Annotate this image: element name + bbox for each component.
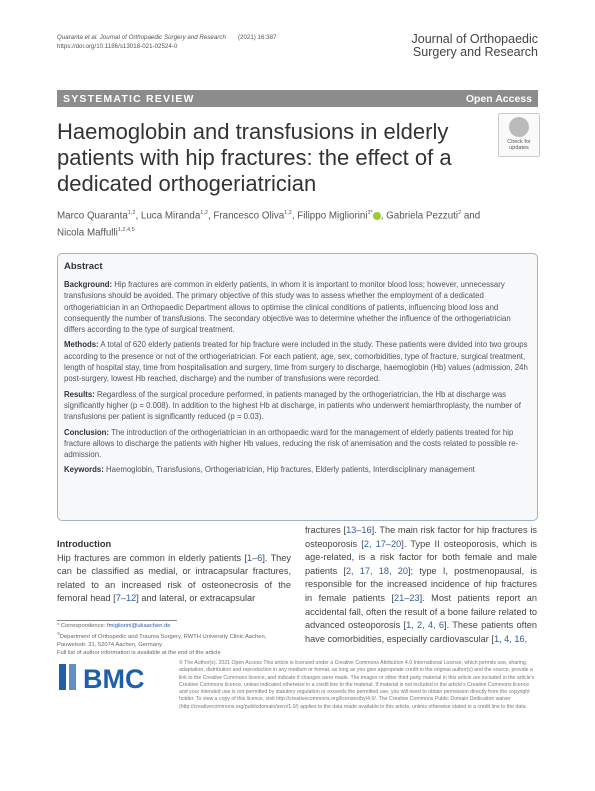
correspondence-email[interactable]: fmigliorini@ukaachen.de — [106, 623, 171, 629]
keywords-text: Haemoglobin, Transfusions, Orthogeriatrician, Hip fractures, Elderly patients, Interdisciplinary management — [106, 465, 475, 475]
results-label: Results: — [64, 389, 95, 399]
reference-link[interactable]: 20 — [391, 538, 402, 549]
reference-link[interactable]: 7 — [115, 593, 121, 604]
abstract-methods — [64, 339, 529, 384]
reference-link[interactable]: 21 — [393, 592, 405, 603]
conclusion-text: The introduction of the orthogeriatrician in an orthopaedic ward for the management of elderly patients treated for hip fracture allows to discharge the patients with higher Hb values, reducing the risk of anemisation and the costs related to possible re-admission. — [64, 427, 519, 460]
results-text: Regardless of the surgical procedure performed, in patients managed by the orthogeriatrician, the Hb at discharge was significantly higher (p = 0.008). In addition to the highest Hb at discharge, in patients who underwent hemiarthroplasty, the number of transfusions per patient is significantly reduced (p = 0.03). — [64, 389, 521, 422]
reference-link[interactable]: 2, 17 — [363, 538, 386, 549]
intro-paragraph-1: Hip fractures are common in elderly patients [1–6]. They can be classified as medial, or intracapsular fractures, related to an increased risk of osteonecrosis of the femoral head [7–12] and lateral, or extracapsular — [57, 552, 291, 604]
abstract-heading: Abstract — [64, 261, 103, 272]
abstract-background — [64, 279, 529, 335]
intro-paragraph-2: fractures [13–16]. The main risk factor for hip fractures is osteoporosis [2, 17–20]. Type II osteoporosis, which is age-related, is a risk factor for both female and male patients [2, 17, 18, 20]; type I, postmenopausal, is responsible for the increased incidence of hip fractures in female patients [21–23]. Most patients report an accidental fall, often the result of a bone failure related to advanced osteoporosis [1, 2, 4, 6]. These patients often have comorbidities, especially cardiovascular [1, 4, 16, — [305, 525, 537, 644]
journal-name-line2: Surgery and Research — [412, 45, 538, 59]
abstract-conclusion — [64, 427, 529, 461]
article-type-banner — [57, 90, 538, 107]
author-name: Luca Miranda — [140, 210, 201, 222]
license-text: © The Author(s). 2021 Open Access This article is licensed under a Creative Commons Attribution 4.0 International License, which permits use, sharing, adaptation, distribution and reproduction in any medium or format, as long as you give appropriate credit to the original author(s) and the source, provide a link to the Creative Commons licence, and indicate if changes were made. The images or other third party material in this article are included in the article's Creative Commons licence, unless indicated otherwise in a credit line to the material. If material is not included in the article's Creative Commons licence and your intended use is not permitted by statutory regulation or exceeds the permitted use, you will need to obtain permission directly from the copyright holder. To view a copy of this licence, visit http://creativecommons.org/licenses/by/4.0/. The Creative Commons Public Domain Dedication waiver (http://creativecommons.org/publicdomain/zero/1.0/) applies to the data made available in this article, unless otherwise stated in a credit line to the data. — [179, 660, 535, 710]
author-name: Francesco Oliva — [213, 210, 285, 222]
check-for-updates-icon — [509, 117, 529, 137]
author-name: Marco Quaranta — [57, 210, 128, 222]
bmc-logo-text: BMC — [83, 664, 145, 694]
author-affiliation: 1,2 — [284, 210, 292, 216]
abstract-results — [64, 389, 529, 423]
citation-journal: Journal of Orthopaedic Surgery and Research — [99, 34, 226, 41]
article-title: Haemoglobin and transfusions in elderly patients with hip fractures: the effect of a dedicated orthogeriatrician — [57, 119, 452, 196]
author-name: Nicola Maffulli — [57, 227, 118, 239]
citation-header — [57, 33, 276, 51]
reference-link[interactable]: 1, 2, 4, 6 — [406, 620, 445, 631]
abstract-body — [64, 279, 529, 480]
author-and: and — [463, 210, 481, 222]
check-for-updates-badge[interactable] — [498, 113, 540, 157]
author-affiliation: 1,2 — [200, 210, 208, 216]
reference-link[interactable]: 12 — [125, 593, 137, 604]
orcid-icon[interactable] — [373, 212, 381, 220]
check-for-updates-line2: updates — [509, 145, 529, 151]
background-label: Background: — [64, 280, 113, 289]
reference-link[interactable]: 16 — [361, 525, 372, 535]
doi-link[interactable]: https://doi.org/10.1186/s13018-021-02524-0 — [57, 43, 178, 50]
citation-authors: Quaranta et al. — [57, 34, 98, 41]
correspondence-label: * Correspondence: — [57, 623, 106, 629]
reference-link[interactable]: 1 — [246, 552, 253, 563]
journal-name — [412, 33, 538, 59]
methods-label: Methods: — [64, 340, 99, 350]
citation-year-volume: (2021) 16:387 — [237, 34, 277, 41]
author-name: Filippo Migliorini — [297, 210, 368, 222]
footnote — [57, 622, 289, 658]
keywords-label: Keywords: — [64, 465, 104, 475]
bmc-logo-bar — [59, 664, 66, 690]
open-access-label: Open Access — [465, 93, 532, 105]
conclusion-label: Conclusion: — [64, 427, 110, 437]
author-name: Gabriela Pezzuti — [386, 210, 459, 222]
author-affiliation: 1,2,4,5 — [117, 227, 135, 234]
check-for-updates-line1: Check for — [507, 139, 531, 145]
full-list-note: Full list of author information is available at the end of the article — [57, 650, 221, 657]
bmc-logo[interactable] — [57, 656, 169, 698]
reference-link[interactable]: 6 — [257, 552, 263, 563]
author-affiliation: 3* — [367, 210, 373, 216]
reference-link[interactable]: 2, 17, 18, 20 — [345, 565, 408, 576]
methods-text: A total of 620 elderly patients treated for hip fracture were included in the study. These patients were divided into two groups according to the presence or not of the orthogeriatrician. For each patient, age, sex, comorbidities, type of fracture, surgical treatment, length of hospital stay, time from hospitalisation and surgery, time from surgery to discharge, haemoglobin (Hb) values (admission, 24h post-surgery, lowest Hb reached, discharge) and the number of transfusions were recorded. — [64, 340, 528, 384]
right-column — [305, 524, 537, 646]
introduction-heading: Introduction — [57, 539, 112, 549]
reference-link[interactable]: 13 — [346, 525, 357, 535]
bmc-logo-bar — [69, 664, 76, 690]
abstract-keywords — [64, 464, 529, 475]
article-type: SYSTEMATIC REVIEW — [63, 93, 195, 105]
journal-name-line1: Journal of Orthopaedic — [411, 32, 538, 46]
abstract-box — [57, 253, 538, 521]
reference-link[interactable]: 23 — [409, 592, 420, 603]
left-column — [57, 538, 291, 606]
affiliation-number: 3 — [57, 631, 60, 637]
affiliation-text: Department of Orthopedic and Trauma Surgery, RWTH University Clinic Aachen, Pauwelsstr. 31, 52074 Aachen, Germany — [57, 633, 267, 648]
author-affiliation: 1,2 — [127, 210, 136, 216]
reference-link[interactable]: 1, 4, 16, — [493, 633, 528, 644]
background-text: Hip fractures are common in elderly patients, in whom it is important to monitor blood loss; however, unnecessary transfusions should be avoided. The primary objective of this study was to assess whether the employment of a dedicated orthogeriatrician in an Orthopaedic Department allows to optimise the clinical conditions of patients, influencing blood loss and consequently the number of transfusions. The secondary objective was to determine whether the influence of the orthogeriatrician differs according to the type of surgical treatment. — [64, 280, 511, 335]
author-list: Marco Quaranta$^{1,2}$, Luca Miranda$^{1,2}$, Francesco Oliva$^{1,2}$, Filippo Migliorini$^{3*}$ , Gabriela Pezzuti$^2$ and Nicola Maffulli$^{1,2,4,5}$ — [57, 210, 481, 239]
author-affiliation: 2 — [458, 210, 462, 216]
footnote-rule — [57, 620, 177, 621]
